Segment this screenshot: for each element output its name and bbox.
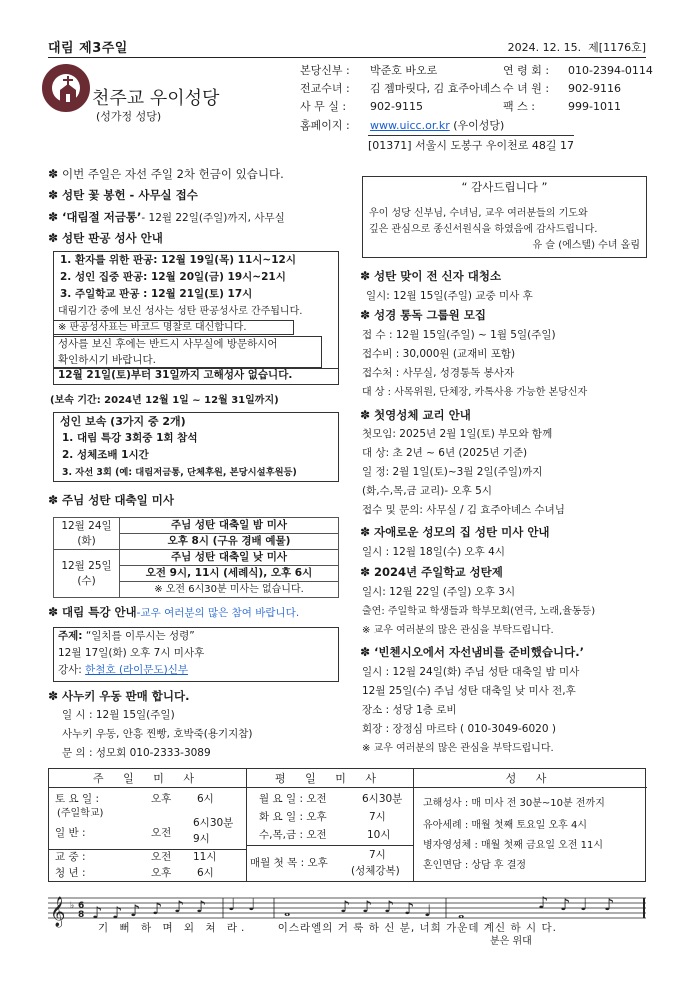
note: ♪ — [196, 897, 207, 916]
bullet-icon: ✽ — [48, 689, 59, 703]
mass-schedule-table: 주 일 미 사 평 일 미 사 성 사 토 요 일 : (주일학교) 오후 6시 일 반 : 오전 6시30분 9시 교 중 : 오전 11시 청 년 : 오후 6시 월 요 일 : 오전 6시30분 화 요 일 : 오후 7시 수,목,금 : 오전 10시 매월 첫 목 : 오후 7시 (성체강복) 고해성사 : 매 미사 전 30분~10분 전까지 유아세례 : 매월 첫째 토요일 오후 4시 병자영성체 : 매월 첫째 금요일 오전 11시 혼인면담 : 상담 후 결정 — [48, 768, 646, 882]
thanks-box: “ 감사드립니다 ” 우이 성당 신부님, 수녀님, 교우 여러분들의 기도와 깊은 관심으로 종신서원식을 하였음에 감사드립니다. 유 슬 (에스텔) 수녀 올림 — [362, 176, 647, 258]
note: ♩ — [228, 895, 236, 914]
bullet-icon: ✽ — [48, 167, 59, 181]
parish-info: 본당신부 : 박준호 바오로 연 령 회 : 010-2394-0114 전교수녀 : 김 젬마릿다, 김 효주아녜스 수 녀 원 : 902-9116 사 무 실 : 902-9115 팩 스 : 999-1011 홈페이지 : www.uicc.or.kr (우이성당) [01371] 서울시 도봉구 우이천로 48길 17 — [300, 62, 680, 153]
note: ♪ — [92, 903, 103, 922]
church-subtitle: (성가정 성당) — [96, 110, 162, 123]
note: 𝅝 — [284, 901, 291, 920]
penance-period: (보속 기간: 2024년 12월 1일 ~ 12월 31일까지) — [50, 395, 279, 406]
lecture-box: 주제: “일치를 이루시는 성령” 12월 17일(화) 오후 7시 미사후 강사: 한철호 (라이문도)신부 — [53, 627, 339, 682]
bullet-icon: ✽ — [360, 645, 371, 659]
note: ♪ — [152, 899, 163, 918]
bible-title: ✽ 성경 통독 그룹원 모집 — [360, 308, 486, 322]
note: ♩ — [248, 895, 256, 914]
song-lyric-2: 분은 위대 — [490, 936, 532, 947]
note: ♩ — [580, 895, 588, 914]
note: 𝅝 — [458, 903, 465, 922]
note: ♪ — [130, 901, 141, 920]
note: ♪ — [340, 897, 351, 916]
time-signature: 6 — [78, 901, 85, 911]
note: ♪ — [362, 897, 373, 916]
bullet-icon: ✽ — [360, 269, 371, 283]
svg-text:8: 8 — [78, 910, 85, 920]
homepage-link[interactable]: www.uicc.or.kr — [370, 118, 450, 132]
header-bar — [48, 36, 646, 58]
liturgical-season: 대림 제3주일 — [48, 41, 128, 56]
vincent-title: ✽ ‘빈첸시오에서 자선냄비를 준비했습니다.’ — [360, 645, 584, 659]
bullet-icon: ✽ — [360, 525, 371, 539]
christmas-mass-title: ✽ 주님 성탄 대축일 미사 — [48, 493, 174, 507]
note: ♩ — [424, 901, 432, 920]
bullet-icon: ✽ — [360, 408, 371, 422]
address: [01371] 서울시 도봉구 우이천로 48길 17 — [368, 135, 574, 155]
bullet-icon: ✽ — [48, 493, 59, 507]
church-seal-icon — [42, 64, 90, 112]
note: ♪ — [604, 895, 615, 914]
bullet-icon: ✽ — [48, 231, 59, 245]
note: ♪ — [560, 895, 571, 914]
bullet-icon: ✽ — [360, 565, 371, 579]
flat-icon: ♭ — [70, 901, 75, 911]
udon-title: ✽ 사누키 우동 판매 합니다. — [48, 689, 190, 703]
notice-piggybank: ✽ ‘대림절 저금통’- 12월 22일(주일)까지, 사무실 — [48, 210, 285, 224]
confession-box: 1. 환자를 위한 판공: 12월 19일(목) 11시~12시 2. 성인 집중 판공: 12월 20일(금) 19시~21시 3. 주일학교 판공 : 12월 21일(토) 17시 대림기간 중에 보신 성사는 성탄 판공성사로 간주됩니다. ※ 판공성사표는 바코드 명찰로 대신합니다. 성사를 보신 후에는 반드시 사무실에 방문하시어 확인하시기 바랍니다. 12월 21일(토)부터 31일까지 고해성사 없습니다. — [53, 251, 339, 385]
notice-flowers: ✽ 성탄 꽃 봉헌 - 사무실 접수 — [48, 188, 198, 202]
note: ♪ — [384, 897, 395, 916]
note: ♪ — [404, 899, 415, 918]
lecture-title: ✽ 대림 특강 안내-교우 여러분의 많은 참여 바랍니다. — [48, 605, 300, 619]
church-name: 천주교 우이성당 — [92, 88, 220, 109]
bullet-icon: ✽ — [48, 605, 59, 619]
cleaning-title: ✽ 성탄 맞이 전 신자 대청소 — [360, 269, 502, 283]
treble-clef-icon: 𝄞 — [50, 897, 66, 927]
bullet-icon: ✽ — [360, 308, 371, 322]
penance-box: 성인 보속 (3가지 중 2개) 1. 대림 특강 3회중 1회 참석 2. 성체조배 1시간 3. 자선 3회 (예: 대림저금통, 단체후원, 본당시설후원등) — [53, 412, 339, 482]
note: ♪ — [174, 897, 185, 916]
issue-date: 2024. 12. 15. 제[1176호] — [507, 41, 646, 54]
notice-offering: ✽ 이번 주일은 자선 주일 2차 헌금이 있습니다. — [48, 167, 284, 181]
communion-title: ✽ 첫영성체 교리 안내 — [360, 408, 471, 422]
bullet-icon: ✽ — [48, 188, 59, 202]
confession-title: ✽ 성탄 판공 성사 안내 — [48, 231, 163, 245]
bullet-icon: ✽ — [48, 210, 59, 224]
christmas-mass-table: 12월 24일 (화) 주님 성탄 대축일 밤 미사 오후 8시 (구유 경배 예물) 12월 25일 (수) 주님 성탄 대축일 낮 미사 오전 9시, 11시 (세례식), 오후 6시 ※ 오전 6시30분 미사는 없습니다. — [53, 517, 339, 598]
song-lyric: 기 뻐 하 며 외 쳐 라. 이스라엘의 거 룩 하 신 분, 너희 가운데 계신 하 시 다. — [98, 922, 557, 934]
mercy-title: ✽ 자애로운 성모의 집 성탄 미사 안내 — [360, 525, 550, 539]
school-title: ✽ 2024년 주일학교 성탄제 — [360, 565, 503, 579]
note: ♪ — [112, 903, 123, 922]
note: ♪ — [538, 893, 549, 912]
